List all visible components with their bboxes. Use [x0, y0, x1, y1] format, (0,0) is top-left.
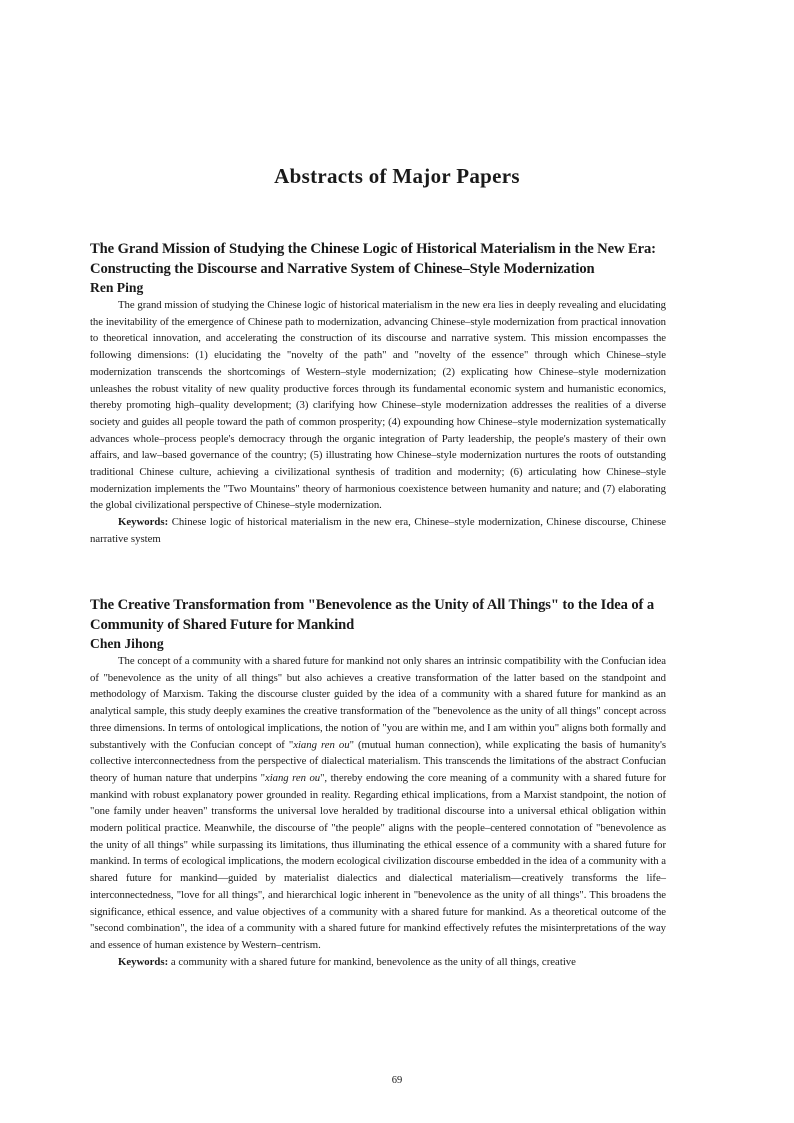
- abstract-text: ", thereby endowing the core meaning of a community with a shared future for mankind with robust explanatory power grounded in reality. Regarding ethical implications, from a Marxist standpoint, the notion of "one family under heaven" transforms the universal love heralded by traditional discourse into a universal ethical obligation within modern political practice. Meanwhile, the discourse of "the people" aligns with the people–centered connotation of "benevolence as the unity of all things" while surpassing its limitations, thus illuminating the ethical essence of a community with a shared future for mankind. In terms of ecological implications, the modern ecological civilization discourse embedded in the idea of a community with a shared future for mankind—guided by materialist dialectics and dialectical materialism—creatively transforms the life–interconnectedness, "love for all things", and hierarchical logic inherent in "benevolence as the unity of all things". This broadens the significance, ethical essence, and value objectives of a community with a shared future for mankind. As a theoretical outcome of the "second combination", the idea of a community with a shared future for mankind effectively refutes the misinterpretations of the way and essence of human existence by Western–centrism.: [90, 771, 666, 951]
- abstract-text: The concept of a community with a shared future for mankind not only shares an intrinsic compatibility with the Confucian idea of "benevolence as the unity of all things" but also achieves a creative transformation of the latter based on the standpoint and methodology of Marxism. Taking the discourse cluster guided by the idea of a community with a shared future for mankind as an analytical sample, this study deeply examines the creative transformation of the "benevolence as the unity of all things" concept across three dimensions. In terms of ontological implications, the notion of "you are within me, and I am within you" aligns both formally and substantively with the Confucian concept of ": [90, 655, 666, 751]
- page-number: 69: [391, 1075, 403, 1086]
- keywords-label: Keywords:: [118, 955, 169, 968]
- article-author: Chen Jihong: [90, 636, 164, 651]
- keywords-label: Keywords:: [118, 516, 169, 529]
- article-author: Ren Ping: [90, 280, 144, 295]
- article-chen-jihong: [90, 596, 666, 970]
- article-title: The Grand Mission of Studying the Chinese Logic of Historical Materialism in the New Era: Constructing the Discourse and Narrative System of Chinese–Style Modernization: [90, 241, 656, 277]
- keywords-text: Chinese logic of historical materialism in the new era, Chinese–style modernization, Chinese discourse, Chinese narrative system: [90, 516, 666, 545]
- abstract-italic-term: xiang ren ou: [293, 738, 350, 751]
- page-title: Abstracts of Major Papers: [274, 164, 520, 188]
- abstract-italic-term: xiang ren ou: [264, 771, 321, 784]
- keywords-text: a community with a shared future for mankind, benevolence as the unity of all things, creative: [170, 955, 576, 968]
- article-abstract: The grand mission of studying the Chinese logic of historical materialism in the new era lies in deeply revealing and elucidating the inevitability of the emergence of Chinese path to modernization, advancing Chinese–style modernization from practical innovation to theoretical innovation, and accelerating the construction of its discourse and narrative system. This mission encompasses the following dimensions: (1) elucidating the "novelty of the path" and "novelty of the essence" through which Chinese–style modernization transcends the shortcomings of Western–style modernization; (2) explicating how Chinese–style modernization unleashes the robust vitality of new quality productive forces through its fundamental economic system and humanistic economics, thereby promoting high–quality development; (3) clarifying how Chinese–style modernization addresses the realities of a diverse society and guides all people toward the path of common prosperity; (4) expounding how Chinese–style modernization systematically advances whole–process people's democracy through the organic integration of Party leadership, the people's mastery of their own affairs, and law–based governance of the country; (5) illustrating how Chinese–style modernization nurtures the roots of outstanding traditional Chinese culture, achieving a civilizational synthesis of tradition and modernity; (6) articulating how Chinese–style modernization implements the "Two Mountains" theory of harmonious coexistence between humanity and nature; and (7) elaborating the global civilizational perspective of Chinese–style modernization.: [90, 299, 666, 512]
- abstract-text: " (mutual human connection), while explicating the basis of humanity's collective interconnectedness from the perspective of dialectical materialism. This transcends the limitations of the abstract Confucian theory of human nature that underpins ": [90, 738, 666, 784]
- article-ren-ping: [90, 240, 666, 548]
- article-keywords: [90, 954, 666, 971]
- article-keywords: [90, 514, 666, 547]
- article-title: The Creative Transformation from "Benevolence as the Unity of All Things" to the Idea of a Community of Shared Future for Mankind: [90, 597, 655, 633]
- article-abstract: [90, 653, 666, 954]
